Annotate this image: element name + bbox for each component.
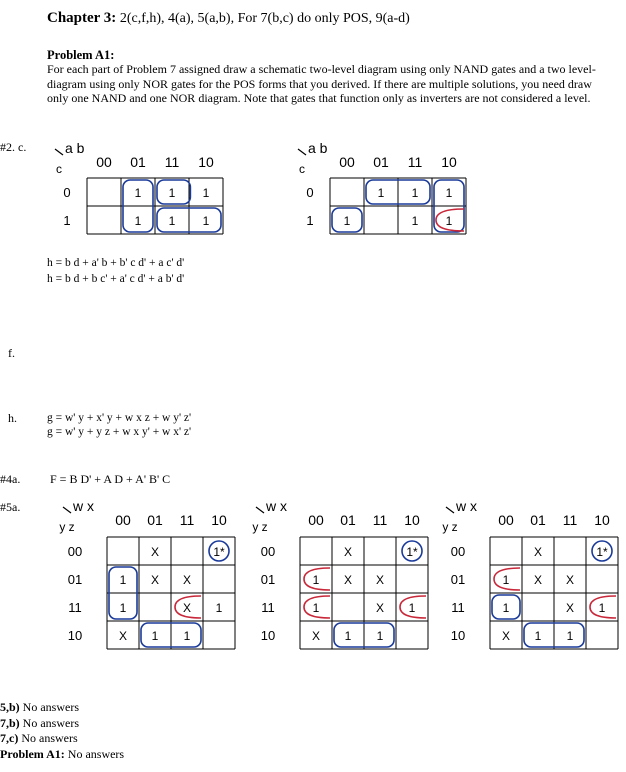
kmap-col-header: 10 [594,512,610,528]
kmap-cell-value: 1 [168,214,176,228]
kmap-cell-value: 1 [312,601,320,615]
label-2f: f. [8,346,15,360]
kmap-var-col: y z [59,520,75,534]
kmap-cell-value: 1* [596,545,608,559]
kmap-row-header: 1 [63,213,71,228]
kmap-cell-value: 1 [215,601,223,615]
kmap-var-row: w x [456,498,477,514]
kmap-var-row: w x [73,498,94,514]
kmap-cell-value: 1 [598,601,606,615]
kmap-cell-value: 1 [343,214,351,228]
kmap-cell-value: 1 [183,629,191,643]
kmap-var-col: c [299,162,305,176]
label-5a: #5a. [0,500,21,514]
kmap-col-header: 10 [211,512,227,528]
kmap-cell-value: 1 [377,186,385,200]
kmap-cell-value: 1 [119,573,127,587]
kmap-row-header: 10 [450,628,466,643]
kmap-cell-value: 1 [119,601,127,615]
kmap-cell-value: 1 [411,214,419,228]
equation-h2: h = b d + b c' + a' c d' + a b' d' [47,273,185,285]
kmap-col-header: 01 [147,512,163,528]
kmap-cell-value: 1 [344,629,352,643]
kmap-cell-value: X [533,545,543,559]
kmap-cell-value: 1 [566,629,574,643]
label-2c: #2. c. [0,140,27,154]
problem-text: For each part of Problem 7 assigned draw a schematic two-level diagram using only NAND gates and a two level-diagram using only NOR gates for the POS forms that you derived. If there are multiple solutions, you need draw only one NAND and one NOR diagram. Note that gates that function only as inverters are not considered a level. [47,62,596,105]
kmap-cell-value: X [182,601,192,615]
kmap-row-header: 00 [67,544,83,559]
kmap-cell-value: 1 [445,186,453,200]
kmap-col-header: 11 [372,512,388,528]
kmap-cell-value: 1 [411,186,419,200]
kmap-row-header: 10 [260,628,276,643]
kmap-col-header: 00 [115,512,131,528]
kmap-col-header: 11 [164,154,180,170]
kmap-cell-value: X [150,545,160,559]
kmap-col-header: 01 [130,154,146,170]
kmap-var-row: w x [266,498,287,514]
kmap-col-header: 00 [498,512,514,528]
equation-h1: h = b d + a' b + b' c d' + a c' d' [47,257,185,269]
kmap-diagonal [63,507,71,513]
kmap-diagonal [256,507,264,513]
kmap-row-header: 0 [306,185,314,200]
kmap-col-header: 11 [562,512,578,528]
kmap-cell-value: 1 [151,629,159,643]
kmap-cell-value: 1 [534,629,542,643]
footer-line-5b: 5,b) No answers [0,700,79,714]
kmap-cell-value: X [501,629,511,643]
kmap-col-header: 01 [373,154,389,170]
kmap-row-header: 01 [67,572,83,587]
kmap-row-header: 00 [260,544,276,559]
kmap-diagonal [446,507,454,513]
footer-line-a1: Problem A1: No answers [0,746,125,761]
kmap-cell-value: X [150,573,160,587]
kmap-cell-value: X [565,601,575,615]
kmap-F-map-3 [446,507,618,649]
kmap-col-header: 00 [308,512,324,528]
kmap-cell-value: 1 [134,186,142,200]
kmap-cell-value: X [343,545,353,559]
chapter-title: Chapter 3: [47,10,117,26]
equation-F: F = B D' + A D + A' B' C [50,472,171,486]
kmap-col-header: 00 [339,154,355,170]
kmap-row-header: 0 [63,185,71,200]
kmap-var-col: c [56,162,62,176]
kmap-col-header: 10 [441,154,457,170]
kmap-cell-value: 1 [168,186,176,200]
label-2h: h. [8,411,17,425]
kmap-row-header: 11 [261,600,275,615]
kmap-cell-value: 1 [445,214,453,228]
kmap-row-header: 11 [451,600,465,615]
kmap-col-header: 11 [179,512,195,528]
kmap-row-header: 11 [68,600,82,615]
kmap-cell-value: 1 [502,573,510,587]
problem-title: Problem A1: [47,48,115,62]
kmap-cell-value: X [182,573,192,587]
kmap-col-header: 10 [198,154,214,170]
kmap-row-header: 10 [67,628,83,643]
kmap-col-header: 01 [340,512,356,528]
footer-line-7c: 7,c) No answers [0,731,78,745]
kmap-cell-value: 1 [502,601,510,615]
equation-g1: g = w' y + x' y + w x z + w y' z' [47,412,192,424]
kmap-diagonal [298,149,306,155]
kmap-cell-value: 1 [134,214,142,228]
kmap-cell-value: 1* [406,545,418,559]
footer-line-7b: 7,b) No answers [0,715,79,730]
kmap-col-header: 10 [404,512,420,528]
kmap-var-col: y z [442,520,458,534]
kmap-col-header: 00 [96,154,112,170]
kmap-row-header: 01 [450,572,466,587]
chapter-assignment: 2(c,f,h), 4(a), 5(a,b), For 7(b,c) do only POS, 9(a-d) [119,11,410,26]
label-4a: #4a. [0,472,21,486]
kmap-row-header: 00 [450,544,466,559]
kmap-cell-value: 1 [376,629,384,643]
kmap-cell-value: 1 [408,601,416,615]
kmap-row-header: 1 [306,213,314,228]
kmap-cell-value: X [565,573,575,587]
kmap-cell-value: X [375,573,385,587]
kmap-cell-value: 1* [213,545,225,559]
footer-answers [0,700,124,762]
kmap-diagonal [55,149,63,155]
kmap-row-header: 01 [260,572,276,587]
kmap-col-header: 01 [530,512,546,528]
kmap-col-header: 11 [407,154,423,170]
kmap-cell-value: 1 [202,186,210,200]
kmap-cell-value: X [375,601,385,615]
kmap-var-row: a b [308,140,328,156]
kmap-cell-value: X [343,573,353,587]
kmap-F-map-2 [256,507,428,649]
equation-g2: g = w' y + y z + w x y' + w x' z' [47,426,192,438]
kmap-var-col: y z [252,520,268,534]
kmap-cell-value: 1 [202,214,210,228]
kmap-F-map-1 [63,507,235,649]
kmap-cell-value: X [311,629,321,643]
kmap-cell-value: 1 [312,573,320,587]
kmap-cell-value: X [118,629,128,643]
kmap-cell-value: X [533,573,543,587]
kmap-var-row: a b [65,140,85,156]
